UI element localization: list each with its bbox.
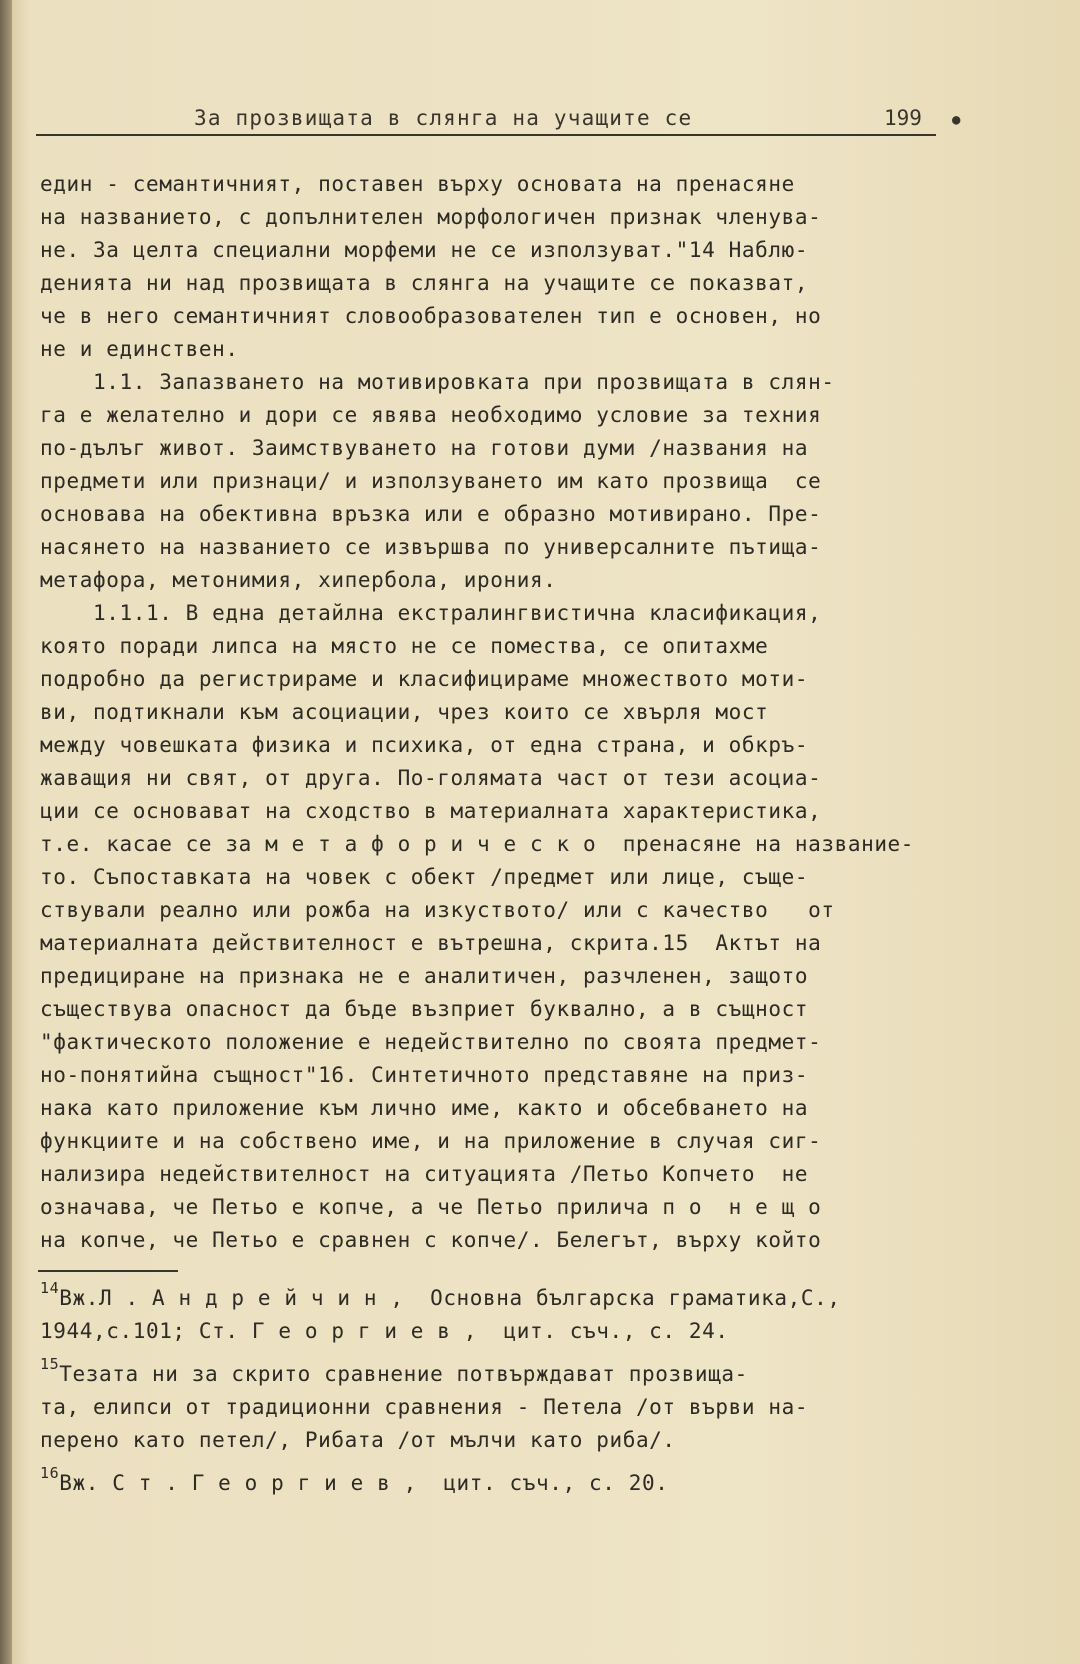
text-line: ции се основават на сходство в материалната характеристика, — [40, 799, 822, 823]
text-line: то. Съпоставката на човек с обект /предмет или лице, съще- — [40, 865, 809, 889]
text-line: основава на обективна връзка или е образно мотивирано. Пре- — [40, 502, 822, 526]
text-line: по-дълъг живот. Заимствуването на готови думи /названия на — [40, 436, 809, 460]
text-line: на копче, че Петьо е сравнен с копче/. Белегът, върху който — [40, 1228, 822, 1252]
text-line: 1.1. Запазването на мотивировката при прозвищата в слян- — [40, 370, 835, 394]
footnote-text: перено като петел/, Рибата /от мълчи като риба/. — [40, 1428, 676, 1452]
footnote-text: Тезата ни за скрито сравнение потвърждават прозвища- — [59, 1362, 748, 1386]
text-line: на названието, с допълнителен морфологичен признак членува- — [40, 205, 822, 229]
footnote-text: 1944,с.101; Ст. Г е о р г и е в , цит. съч., с. 24. — [40, 1319, 729, 1343]
text-line: ствували реално или рожба на изкуството/ или с качество от — [40, 898, 835, 922]
text-line: нализира недействителност на ситуацията /Петьо Копчето не — [40, 1162, 809, 1186]
page-number: 199 — [884, 106, 922, 130]
text-line: че в него семантичният словообразователен тип е основен, но — [40, 304, 822, 328]
text-line: нака като приложение към лично име, както и обсебването на — [40, 1096, 809, 1120]
text-line: предмети или признаци/ и използуването им като прозвища се — [40, 469, 822, 493]
footnotes — [40, 1279, 960, 1510]
footnote-line — [40, 1464, 960, 1500]
text-line: предициране на признака не е аналитичен, разчленен, защото — [40, 964, 809, 988]
footnote-number: 15 — [40, 1355, 60, 1373]
text-line: га е желателно и дори се явява необходимо условие за техния — [40, 403, 822, 427]
text-line: не. За целта специални морфеми не се използуват."14 Наблю- — [40, 238, 809, 262]
book-spine — [0, 0, 12, 1664]
ink-mark: ● — [952, 112, 961, 128]
text-line: насянето на названието се извършва по универсалните пътища- — [40, 535, 822, 559]
footnote-text: Вж.Л . А н д р е й ч и н , Основна българска граматика,С., — [59, 1286, 841, 1310]
footnote — [40, 1464, 960, 1500]
text-line: която поради липса на място не се помества, се опитахме — [40, 634, 769, 658]
footnote-text: та, елипси от традиционни сравнения - Петела /от върви на- — [40, 1395, 809, 1419]
text-line: един - семантичният, поставен върху основата на пренасяне — [40, 172, 795, 196]
footnote — [40, 1279, 960, 1348]
text-line: означава, че Петьо е копче, а че Петьо прилича п о н е щ о — [40, 1195, 822, 1219]
running-header — [36, 104, 936, 136]
text-line: метафора, метонимия, хипербола, ирония. — [40, 568, 557, 592]
footnote-text: Вж. С т . Г е о р г и е в , цит. съч., с. 20. — [59, 1471, 669, 1495]
text-line: жаващия ни свят, от друга. По-голямата част от тези асоциа- — [40, 766, 822, 790]
text-line: съществува опасност да бъде възприет буквално, а в същност — [40, 997, 809, 1021]
footnote-number: 14 — [40, 1279, 60, 1297]
text-line: функциите и на собствено име, и на приложение в случая сиг- — [40, 1129, 822, 1153]
footnote-line — [40, 1355, 960, 1391]
main-text — [40, 168, 960, 1257]
text-line: 1.1.1. В една детайлна екстралингвистична класификация, — [40, 601, 822, 625]
text-line: т.е. касае се за м е т а ф о р и ч е с к о пренасяне на название- — [40, 832, 915, 856]
text-line: подробно да регистрираме и класифицираме множеството моти- — [40, 667, 809, 691]
footnote-line — [40, 1315, 960, 1348]
footnote-separator — [38, 1270, 178, 1272]
text-line: между човешката физика и психика, от една страна, и обкръ- — [40, 733, 809, 757]
text-line: материалната действителност е вътрешна, скрита.15 Актът на — [40, 931, 822, 955]
text-line: но-понятийна същност"16. Синтетичното представяне на приз- — [40, 1063, 809, 1087]
footnote-number: 16 — [40, 1464, 60, 1482]
text-line: денията ни над прозвищата в слянга на учащите се показват, — [40, 271, 809, 295]
running-title: За прозвищата в слянга на учащите се — [194, 106, 693, 130]
text-line: ви, подтикнали към асоциации, чрез които се хвърля мост — [40, 700, 769, 724]
footnote-line — [40, 1424, 960, 1457]
text-line: "фактическото положение е недействително по своята предмет- — [40, 1030, 822, 1054]
text-line: не и единствен. — [40, 337, 239, 361]
footnote-line — [40, 1279, 960, 1315]
footnote-line — [40, 1391, 960, 1424]
footnote — [40, 1355, 960, 1457]
